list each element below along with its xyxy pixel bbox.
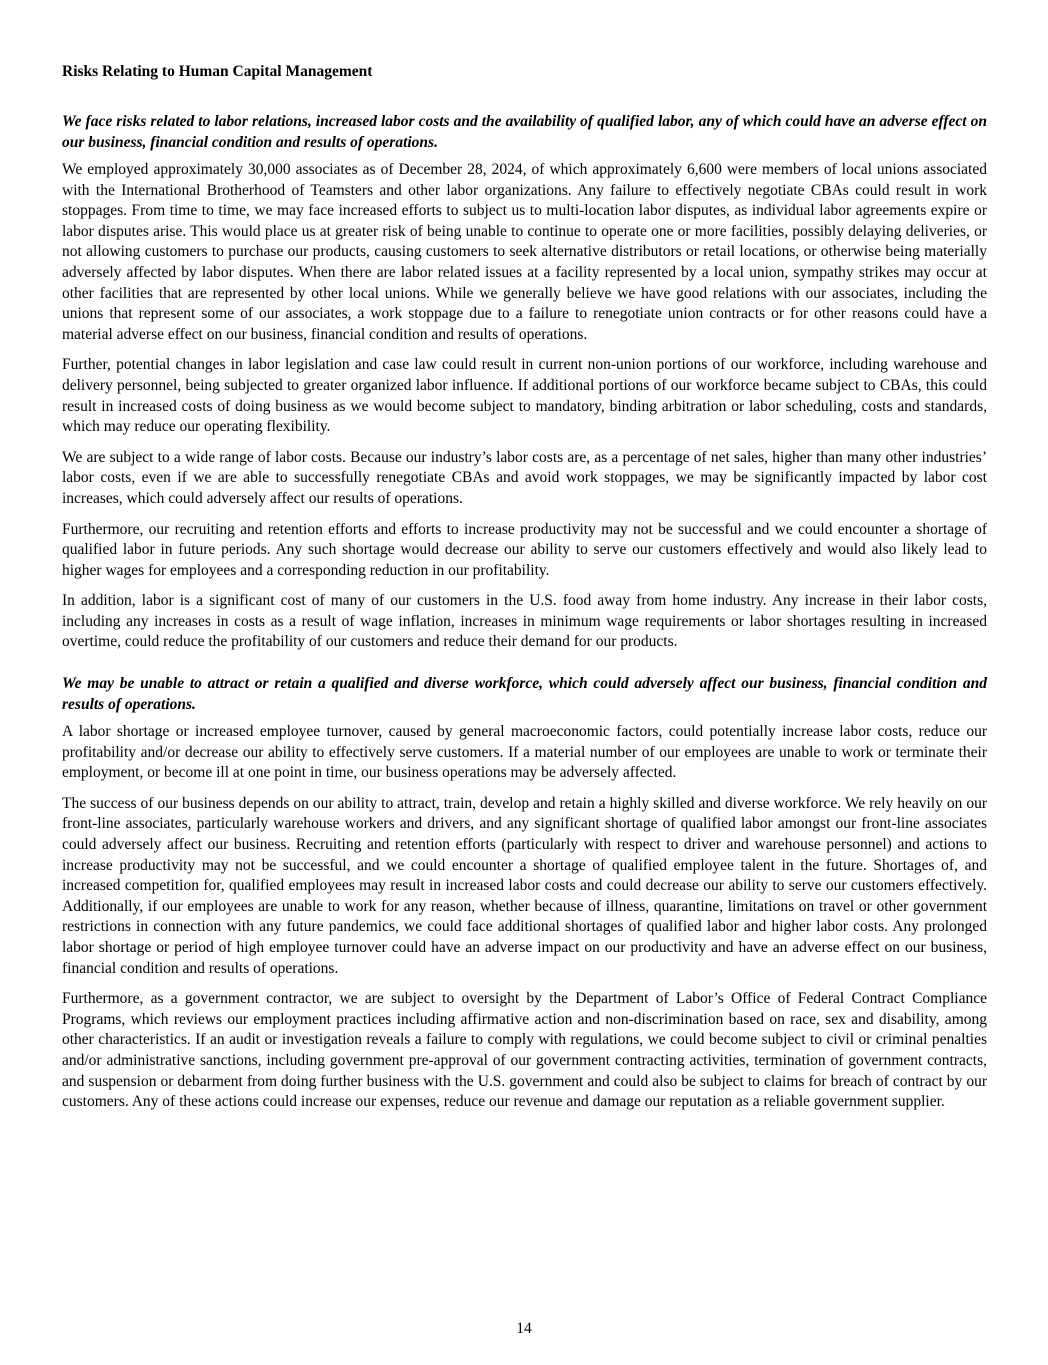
paragraph: Furthermore, our recruiting and retention efforts and efforts to increase productivity may not be successful and we could encounter a shortage of qualified labor in future periods. Any such shortage would decrease our ability to serve our customers effectively and would also likely lead to higher wages for employees and a corresponding reduction in our profitability. [62,520,987,579]
document-page [62,61,987,1123]
paragraph: Further, potential changes in labor legislation and case law could result in current non-union portions of our workforce, including warehouse and delivery personnel, being subjected to greater organized labor influence. If additional portions of our workforce became subject to CBAs, this could result in increased costs of doing business as we would become subject to mandatory, binding arbitration or labor scheduling, costs and standards, which may reduce our operating flexibility. [62,356,987,436]
risk-factor-workforce [62,673,987,1113]
risk-factor-labor-relations [62,111,987,653]
risk-heading: We may be unable to attract or retain a qualified and diverse workforce, which could adversely affect our business, financial condition and results of operations. [62,675,987,714]
paragraph: The success of our business depends on our ability to attract, train, develop and retain a highly skilled and diverse workforce. We rely heavily on our front-line associates, particularly warehouse workers and drivers, and any significant shortage of qualified labor amongst our front-line associates could adversely affect our business. Recruiting and retention efforts (particularly with respect to driver and warehouse personnel) and actions to increase productivity may not be successful, and we could encounter a shortage of qualified employee talent in the future. Shortages of, and increased competition for, qualified employees may result in increased labor costs and could decrease our ability to serve our customers effectively. Additionally, if our employees are unable to work for any reason, whether because of illness, quarantine, limitations on travel or other government restrictions in connection with any future pandemics, we could face additional shortages of qualified labor and higher labor costs. Any prolonged labor shortage or period of high employee turnover could have an adverse impact on our productivity and have an adverse effect on our business, financial condition and results of operations. [62,794,987,977]
page-number: 14 [516,1320,532,1337]
paragraph: We employed approximately 30,000 associates as of December 28, 2024, of which approximately 6,600 were members of local unions associated with the International Brotherhood of Teamsters and other labor organizations. Any failure to effectively negotiate CBAs could result in work stoppages. From time to time, we may face increased efforts to subject us to multi-location labor disputes, as individual labor agreements expire or labor disputes arise. This would place us at greater risk of being unable to continue to operate one or more facilities, possibly delaying deliveries, or not allowing customers to purchase our products, causing customers to seek alternative distributors or retail locations, or otherwise being materially adversely affected by labor disputes. When there are labor related issues at a facility represented by a local union, sympathy strikes may occur at other facilities that are represented by other local unions. While we generally believe we have good relations with our associates, including the unions that represent some of our associates, a work stoppage due to a failure to renegotiate union contracts or for other reasons could have a material adverse effect on our business, financial condition and results of operations. [62,161,987,343]
section-title: Risks Relating to Human Capital Management [62,63,373,80]
paragraph: We are subject to a wide range of labor costs. Because our industry’s labor costs are, as a percentage of net sales, higher than many other industries’ labor costs, even if we are able to successfully renegotiate CBAs and avoid work stoppages, we may be significantly impacted by labor cost increases, which could adversely affect our results of operations. [62,448,987,507]
paragraph: A labor shortage or increased employee turnover, caused by general macroeconomic factors, could potentially increase labor costs, reduce our profitability and/or decrease our ability to effectively serve customers. If a material number of our employees are unable to work or terminate their employment, or become ill at one point in time, our business operations may be adversely affected. [62,723,987,782]
risk-heading: We face risks related to labor relations, increased labor costs and the availability of qualified labor, any of which could have an adverse effect on our business, financial condition and results of operations. [62,113,987,151]
paragraph: In addition, labor is a significant cost of many of our customers in the U.S. food away from home industry. Any increase in their labor costs, including any increases in costs as a result of wage inflation, increases in minimum wage requirements or labor shortages resulting in increased overtime, could reduce the profitability of our customers and reduce their demand for our products. [62,592,987,651]
paragraph: Furthermore, as a government contractor, we are subject to oversight by the Department of Labor’s Office of Federal Contract Compliance Programs, which reviews our employment practices including affirmative action and non-discrimination based on race, sex and disability, among other characteristics. If an audit or investigation reveals a failure to comply with regulations, we could become subject to civil or criminal penalties and/or administrative sanctions, including government pre-approval of our government contracting activities, termination of government contracts, and suspension or debarment from doing further business with the U.S. government and could also be subject to claims for breach of contract by our customers. Any of these actions could increase our expenses, reduce our revenue and damage our reputation as a reliable government supplier. [62,990,987,1111]
